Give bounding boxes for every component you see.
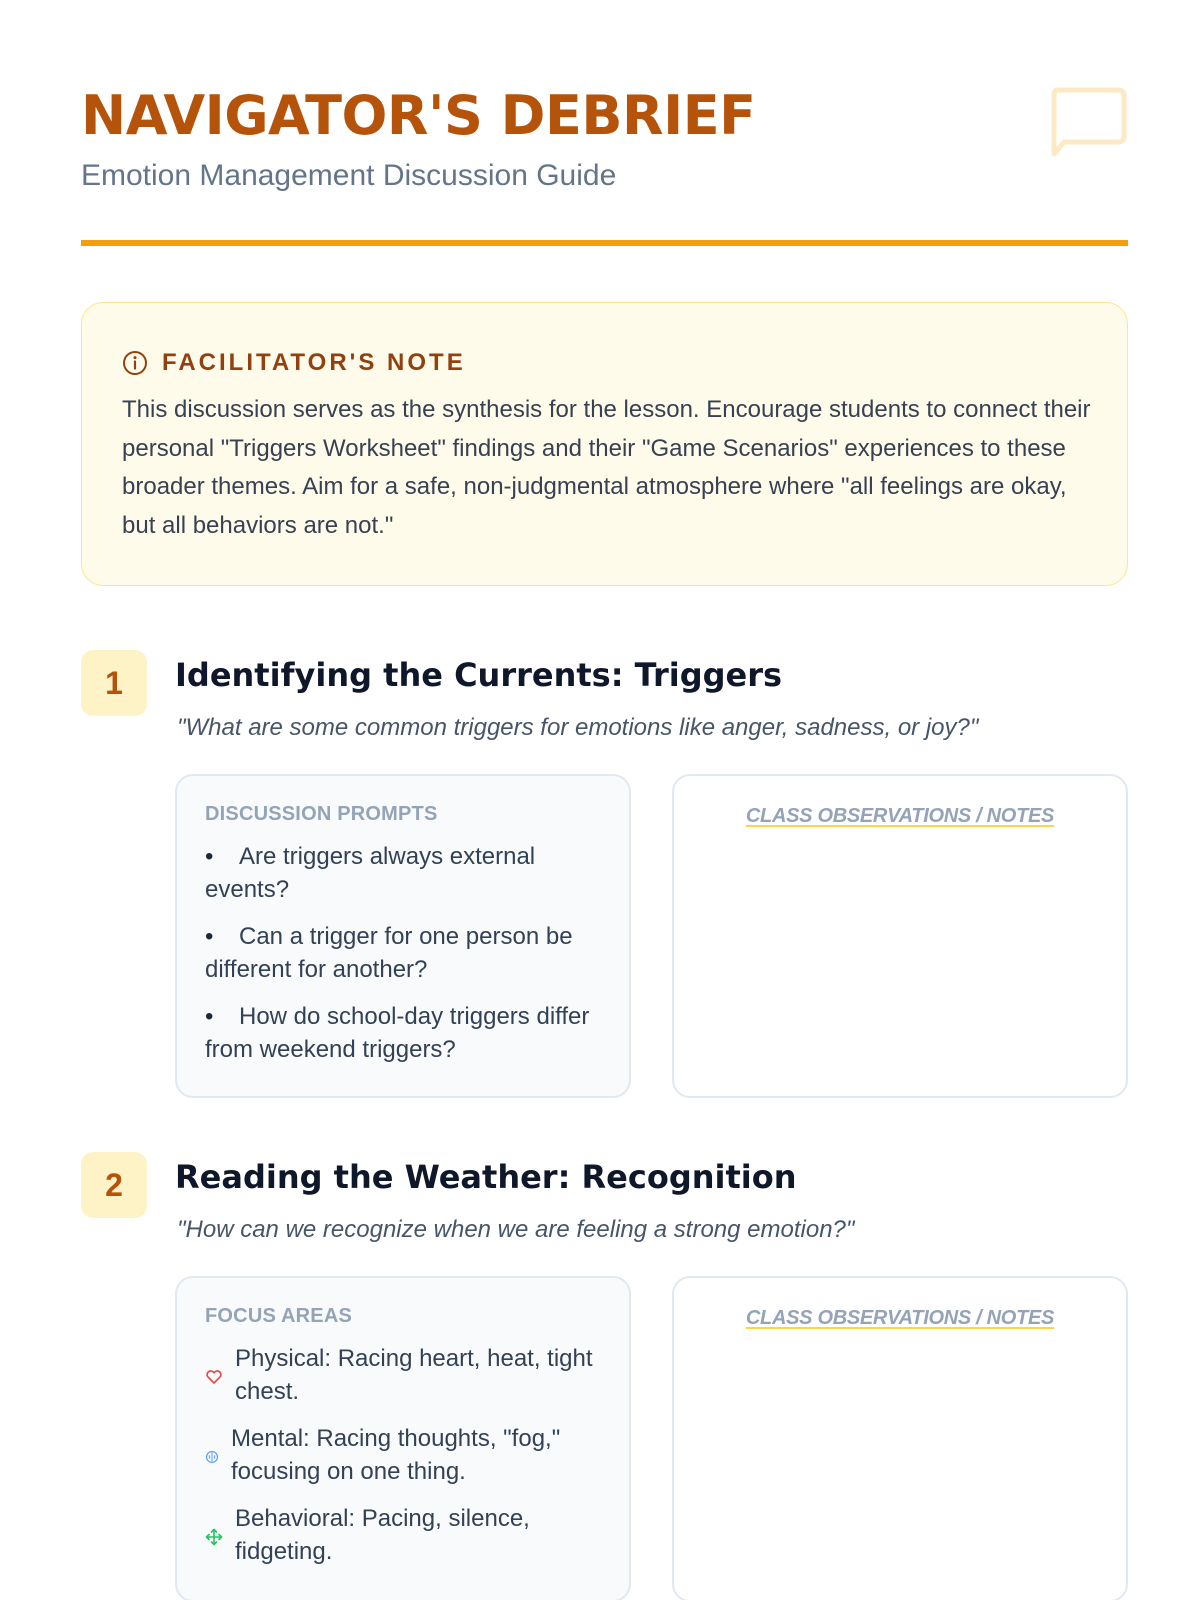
heart-icon bbox=[205, 1368, 223, 1386]
class-notes-label: CLASS OBSERVATIONS / NOTES bbox=[745, 805, 1055, 827]
prompt-text: Can a trigger for one person be different for another? bbox=[205, 923, 573, 983]
header-divider bbox=[81, 240, 1128, 246]
discussion-prompts-label: DISCUSSION PROMPTS bbox=[205, 803, 438, 825]
list-item bbox=[205, 1000, 603, 1066]
debrief-page bbox=[81, 0, 1128, 1600]
brain-icon bbox=[205, 1450, 219, 1464]
section-triggers bbox=[81, 650, 1128, 1095]
bullet-icon: • bbox=[205, 923, 214, 950]
section-question: "How can we recognize when we are feeling a strong emotion?" bbox=[177, 1216, 855, 1243]
prompt-text: How do school-day triggers differ from weekend triggers? bbox=[205, 1003, 590, 1063]
class-notes-card[interactable] bbox=[672, 774, 1128, 1098]
info-icon bbox=[122, 350, 148, 376]
focus-area-text: Mental: Racing thoughts, "fog," focusing on one thing. bbox=[231, 1425, 561, 1485]
list-item bbox=[205, 1342, 603, 1408]
discussion-prompts-list bbox=[205, 840, 603, 1066]
list-item bbox=[205, 1502, 603, 1568]
section-question: "What are some common triggers for emotions like anger, sadness, or joy?" bbox=[177, 714, 979, 741]
discussion-prompts-card bbox=[175, 774, 631, 1098]
list-item bbox=[205, 840, 603, 906]
move-arrows-icon bbox=[205, 1528, 223, 1546]
page-title: NAVIGATOR'S DEBRIEF bbox=[81, 84, 756, 147]
bullet-icon: • bbox=[205, 843, 214, 870]
section-title: Identifying the Currents: Triggers bbox=[175, 656, 783, 694]
facilitator-note-title: FACILITATOR'S NOTE bbox=[162, 349, 466, 376]
list-item bbox=[205, 1422, 603, 1488]
focus-area-text: Physical: Racing heart, heat, tight chest. bbox=[235, 1345, 593, 1405]
page-subtitle: Emotion Management Discussion Guide bbox=[81, 159, 617, 192]
focus-areas-card bbox=[175, 1276, 631, 1600]
section-number-badge: 1 bbox=[81, 650, 147, 716]
facilitator-note-body: This discussion serves as the synthesis for the lesson. Encourage students to connect their personal "Triggers Worksheet" findings and their "Game Scenarios" experiences to these broader themes. Aim for a safe, non-judgmental atmosphere where "all feelings are okay, but all behaviors are not." bbox=[122, 396, 1091, 539]
focus-areas-label: FOCUS AREAS bbox=[205, 1305, 353, 1327]
section-title: Reading the Weather: Recognition bbox=[175, 1158, 797, 1196]
focus-areas-list bbox=[205, 1342, 603, 1568]
list-item bbox=[205, 920, 603, 986]
facilitator-note bbox=[81, 302, 1128, 586]
facilitator-note-header bbox=[122, 343, 466, 383]
chat-bubble-icon bbox=[1048, 86, 1128, 158]
section-number-badge: 2 bbox=[81, 1152, 147, 1218]
prompt-text: Are triggers always external events? bbox=[205, 843, 536, 903]
bullet-icon: • bbox=[205, 1003, 214, 1030]
page-header bbox=[81, 80, 1128, 248]
class-notes-card[interactable] bbox=[672, 1276, 1128, 1600]
focus-area-text: Behavioral: Pacing, silence, fidgeting. bbox=[235, 1505, 530, 1565]
section-recognition bbox=[81, 1152, 1128, 1600]
class-notes-label: CLASS OBSERVATIONS / NOTES bbox=[745, 1307, 1055, 1329]
